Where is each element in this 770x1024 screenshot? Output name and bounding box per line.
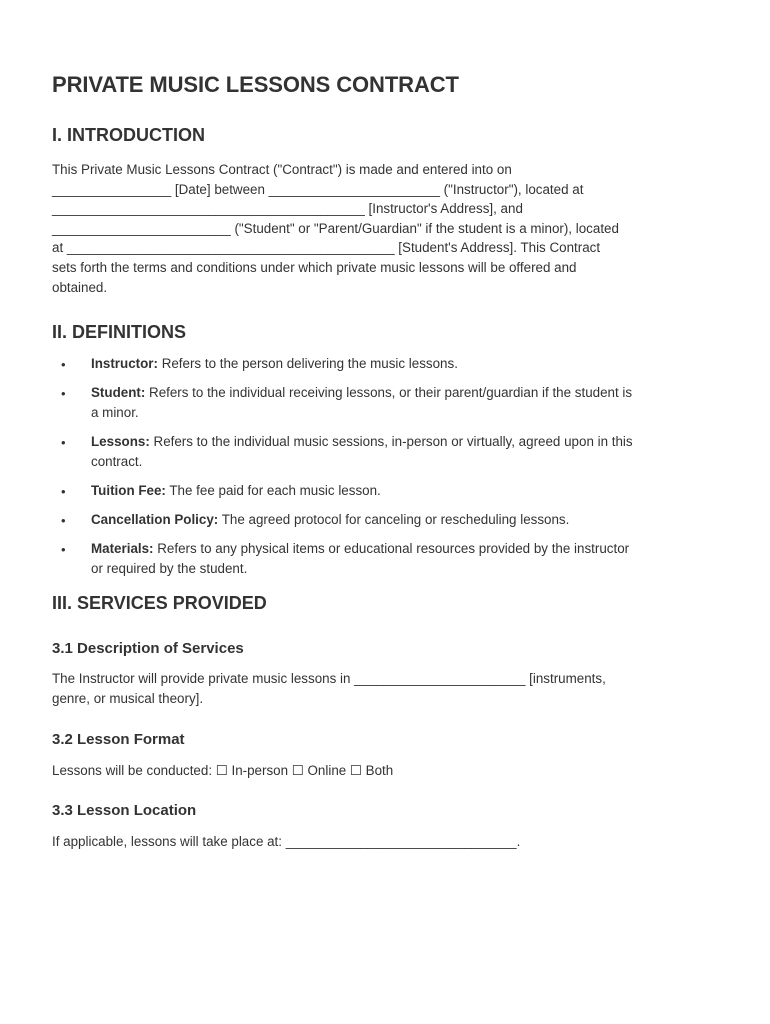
contract-page	[52, 71, 724, 852]
definition-text: The agreed protocol for canceling or rescheduling lessons.	[218, 512, 570, 528]
bullet-icon: •	[61, 513, 66, 529]
definition-materials	[52, 539, 724, 578]
intro-line: ________________ [Date] between _______________________ ("Instructor"), located at	[52, 181, 584, 197]
section-introduction-heading: I. INTRODUCTION	[52, 125, 205, 145]
definition-text: or required by the student.	[91, 560, 248, 576]
description-line: The Instructor will provide private music lessons in _______________________ [instruments,	[52, 671, 606, 687]
definition-tuition-fee	[52, 481, 724, 501]
intro-line: obtained.	[52, 279, 108, 295]
intro-line: sets forth the terms and conditions under which private music lessons will be offered and	[52, 259, 577, 275]
intro-line: __________________________________________ [Instructor's Address], and	[52, 201, 523, 217]
definitions-list	[52, 354, 724, 578]
bullet-icon: •	[61, 483, 66, 499]
definition-text: The fee paid for each music lesson.	[165, 482, 381, 498]
definition-term: Lessons:	[91, 434, 150, 450]
bullet-icon: •	[61, 386, 66, 402]
description-line: genre, or musical theory].	[52, 691, 204, 707]
definition-term: Tuition Fee:	[91, 482, 166, 498]
definition-text: Refers to the individual receiving lessons, or their parent/guardian if the student is	[145, 385, 633, 401]
definition-term: Cancellation Policy:	[91, 512, 219, 528]
intro-line: This Private Music Lessons Contract ("Contract") is made and entered into on	[52, 162, 512, 177]
definition-text: a minor.	[91, 404, 139, 420]
bullet-icon: •	[61, 357, 66, 373]
lesson-location-paragraph: If applicable, lessons will take place at: _______________________________.	[52, 834, 521, 850]
introduction-paragraph	[52, 160, 724, 297]
subsection-location-heading: 3.3 Lesson Location	[52, 802, 197, 820]
bullet-icon: •	[61, 435, 66, 451]
definition-lessons	[52, 432, 724, 471]
definition-cancellation-policy	[52, 510, 724, 530]
definition-text: Refers to the individual music sessions, in-person or virtually, agreed upon in this	[149, 434, 633, 450]
section-definitions-heading: II. DEFINITIONS	[52, 322, 187, 343]
section-services-heading: III. SERVICES PROVIDED	[52, 593, 267, 614]
definition-term: Materials:	[91, 541, 154, 557]
document-title: PRIVATE MUSIC LESSONS CONTRACT	[52, 72, 459, 97]
lesson-format-options: Lessons will be conducted: ☐ In-person ☐ Online ☐ Both	[52, 762, 394, 778]
definition-text: Refers to the person delivering the music lessons.	[157, 356, 458, 372]
definition-text: contract.	[91, 453, 143, 469]
definition-term: Student:	[91, 385, 146, 401]
bullet-icon: •	[61, 542, 66, 558]
subsection-description-heading: 3.1 Description of Services	[52, 640, 244, 658]
description-paragraph	[52, 669, 724, 708]
definition-text: Refers to any physical items or educational resources provided by the instructor	[153, 541, 630, 557]
intro-line: at ____________________________________________ [Student's Address]. This Contract	[52, 240, 601, 256]
definition-term: Instructor:	[91, 356, 158, 372]
intro-line: ________________________ ("Student" or "Parent/Guardian" if the student is a minor), located	[52, 220, 619, 236]
definition-student	[52, 383, 724, 422]
subsection-format-heading: 3.2 Lesson Format	[52, 730, 185, 748]
definition-instructor	[52, 354, 724, 374]
